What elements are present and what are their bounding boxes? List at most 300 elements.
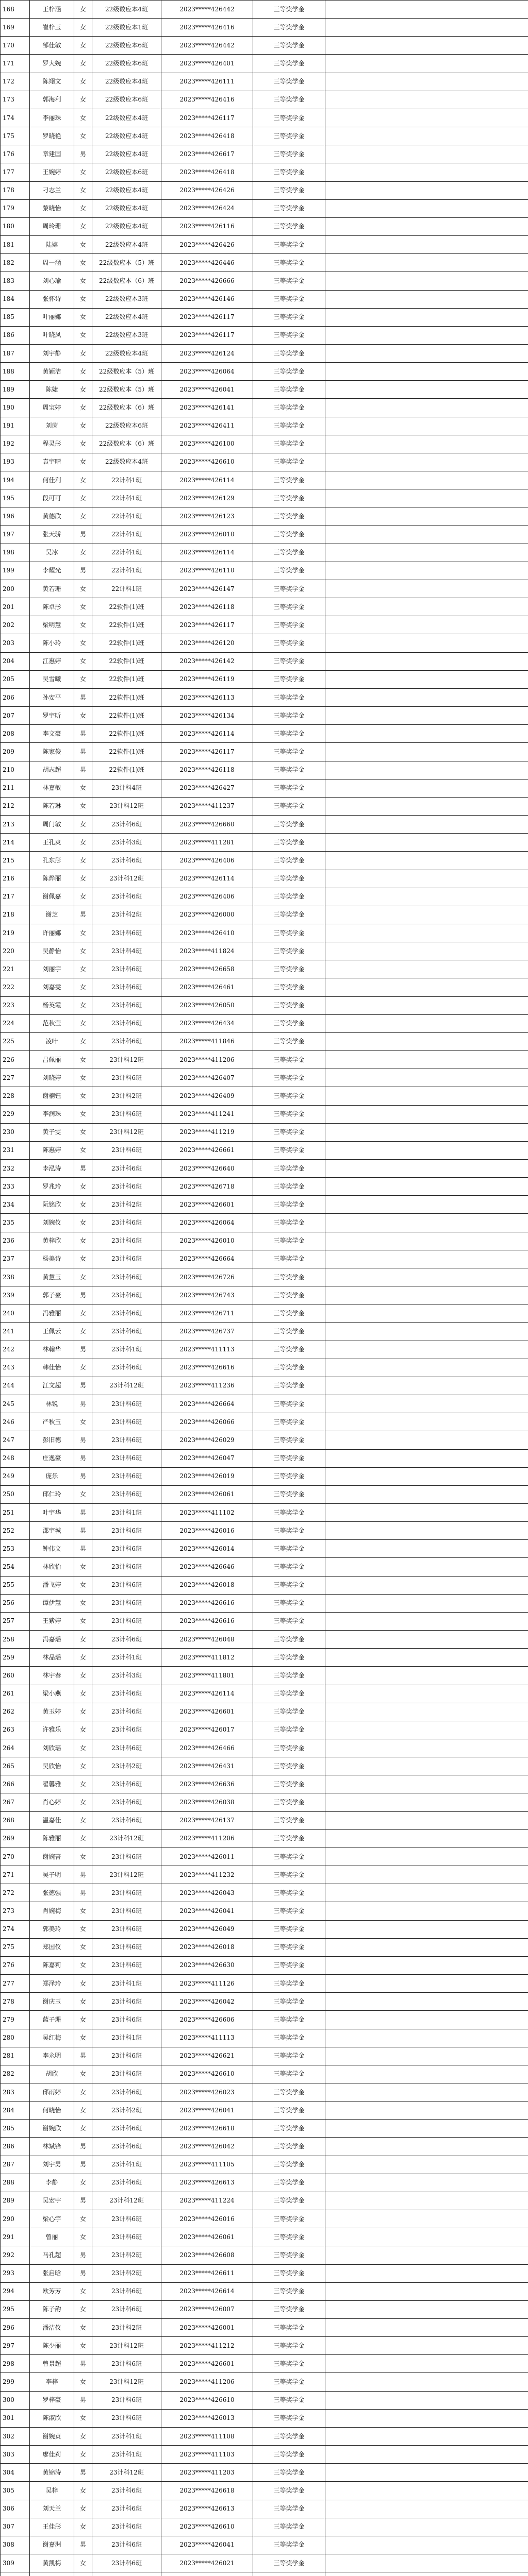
cell-seq: 170 xyxy=(1,37,30,55)
table-row xyxy=(1,1359,528,1377)
cell-note xyxy=(325,670,528,688)
cell-class: 23计科6班 xyxy=(92,1775,161,1793)
cell-class: 23计科6班 xyxy=(92,1014,161,1032)
cell-name: 梁心宇 xyxy=(30,2210,74,2228)
cell-seq: 190 xyxy=(1,399,30,417)
cell-award: 三等奖学金 xyxy=(253,634,325,652)
cell-gender: 女 xyxy=(74,2011,92,2029)
cell-name xyxy=(30,2572,74,2576)
cell-award: 三等奖学金 xyxy=(253,526,325,544)
cell-award: 三等奖学金 xyxy=(253,55,325,73)
cell-note xyxy=(325,2120,528,2138)
cell-class: 23计科6班 xyxy=(92,1558,161,1576)
cell-seq: 292 xyxy=(1,2246,30,2264)
cell-class: 23计科12班 xyxy=(92,1123,161,1141)
table-row xyxy=(1,761,528,779)
cell-gender: 女 xyxy=(74,1631,92,1649)
cell-class: 23计科6班 xyxy=(92,1485,161,1503)
cell-note xyxy=(325,2355,528,2373)
cell-award: 三等奖学金 xyxy=(253,1503,325,1521)
cell-seq: 234 xyxy=(1,1196,30,1214)
cell-student-id: 2023*****426146 xyxy=(161,290,253,308)
cell-seq: 215 xyxy=(1,852,30,870)
cell-student-id: 2023*****426061 xyxy=(161,1485,253,1503)
cell-class: 23计科6班 xyxy=(92,1449,161,1467)
cell-gender: 男 xyxy=(74,2355,92,2373)
cell-seq: 265 xyxy=(1,1757,30,1775)
cell-gender: 男 xyxy=(74,1286,92,1304)
cell-student-id: 2023*****426743 xyxy=(161,1286,253,1304)
cell-note xyxy=(325,1811,528,1829)
cell-seq: 236 xyxy=(1,1232,30,1250)
cell-name: 韩佳怡 xyxy=(30,1359,74,1377)
cell-note xyxy=(325,1250,528,1268)
table-row xyxy=(1,55,528,73)
cell-name: 陈婕 xyxy=(30,381,74,399)
cell-note xyxy=(325,37,528,55)
cell-class: 23计科1班 xyxy=(92,2446,161,2464)
cell-seq: 201 xyxy=(1,598,30,616)
cell-gender: 女 xyxy=(74,290,92,308)
cell-award: 三等奖学金 xyxy=(253,2029,325,2047)
cell-name: 杨美诗 xyxy=(30,1250,74,1268)
table-row xyxy=(1,598,528,616)
cell-gender: 男 xyxy=(74,725,92,743)
cell-student-id: 2023*****426409 xyxy=(161,1087,253,1105)
cell-award: 三等奖学金 xyxy=(253,2156,325,2174)
table-row xyxy=(1,1069,528,1087)
cell-note xyxy=(325,163,528,181)
cell-name: 吴梓 xyxy=(30,2482,74,2500)
cell-note xyxy=(325,1014,528,1032)
cell-gender: 男 xyxy=(74,688,92,706)
table-row xyxy=(1,453,528,471)
cell-note xyxy=(325,272,528,290)
cell-student-id: 2023*****426711 xyxy=(161,1304,253,1323)
cell-gender: 女 xyxy=(74,2029,92,2047)
cell-note xyxy=(325,797,528,815)
cell-student-id: 2023*****426001 xyxy=(161,2319,253,2337)
table-row xyxy=(1,1032,528,1050)
cell-name: 刘天兰 xyxy=(30,2500,74,2518)
cell-award: 三等奖学金 xyxy=(253,199,325,217)
cell-seq: 224 xyxy=(1,1014,30,1032)
cell-note xyxy=(325,1196,528,1214)
table-row xyxy=(1,779,528,797)
cell-student-id: 2023*****426018 xyxy=(161,1576,253,1594)
cell-note xyxy=(325,1993,528,2011)
cell-gender: 女 xyxy=(74,1123,92,1141)
cell-class: 22软件(1)班 xyxy=(92,725,161,743)
cell-student-id: 2023*****426426 xyxy=(161,181,253,199)
table-row xyxy=(1,2300,528,2318)
cell-seq: 186 xyxy=(1,326,30,344)
cell-name: 李文豪 xyxy=(30,725,74,743)
table-row xyxy=(1,2228,528,2246)
cell-name: 李丽珠 xyxy=(30,109,74,127)
cell-class: 23计科2班 xyxy=(92,1757,161,1775)
cell-class: 23计科6班 xyxy=(92,2536,161,2554)
cell-note xyxy=(325,1268,528,1286)
table-row xyxy=(1,1196,528,1214)
cell-note xyxy=(325,1485,528,1503)
cell-award: 三等奖学金 xyxy=(253,761,325,779)
cell-note xyxy=(325,1087,528,1105)
cell-award: 三等奖学金 xyxy=(253,91,325,109)
table-row xyxy=(1,1811,528,1829)
cell-award: 三等奖学金 xyxy=(253,743,325,761)
cell-name: 李耀光 xyxy=(30,562,74,580)
cell-student-id: 2023*****426142 xyxy=(161,652,253,670)
cell-note xyxy=(325,1902,528,1920)
cell-name: 潘飞婷 xyxy=(30,1576,74,1594)
table-row xyxy=(1,978,528,996)
cell-note xyxy=(325,2083,528,2101)
cell-class: 22级数应本4班 xyxy=(92,109,161,127)
table-row xyxy=(1,181,528,199)
table-row xyxy=(1,1413,528,1431)
cell-award: 三等奖学金 xyxy=(253,1341,325,1359)
cell-award: 三等奖学金 xyxy=(253,181,325,199)
table-row xyxy=(1,1612,528,1630)
cell-award: 三等奖学金 xyxy=(253,1685,325,1703)
cell-student-id xyxy=(161,2572,253,2576)
table-row xyxy=(1,1250,528,1268)
cell-note xyxy=(325,580,528,598)
cell-gender: 女 xyxy=(74,1232,92,1250)
cell-name: 蓝子珊 xyxy=(30,2011,74,2029)
cell-name: 陈烨丽 xyxy=(30,870,74,888)
cell-class: 23计科6班 xyxy=(92,1431,161,1449)
cell-seq: 300 xyxy=(1,2391,30,2409)
cell-award: 三等奖学金 xyxy=(253,326,325,344)
cell-class: 22级数应本4班 xyxy=(92,181,161,199)
cell-note xyxy=(325,1105,528,1123)
cell-note xyxy=(325,1214,528,1232)
cell-class: 23计科12班 xyxy=(92,2192,161,2210)
cell-student-id: 2023*****426418 xyxy=(161,163,253,181)
cell-gender: 男 xyxy=(74,2246,92,2264)
cell-seq: 267 xyxy=(1,1793,30,1811)
cell-name: 刘嘉雯 xyxy=(30,978,74,996)
cell-student-id: 2023*****426424 xyxy=(161,199,253,217)
cell-note xyxy=(325,616,528,634)
cell-class: 23计科1班 xyxy=(92,2156,161,2174)
cell-name: 孔东彤 xyxy=(30,852,74,870)
cell-seq: 218 xyxy=(1,906,30,924)
cell-award: 三等奖学金 xyxy=(253,1105,325,1123)
cell-gender: 女 xyxy=(74,2102,92,2120)
cell-student-id: 2023*****426117 xyxy=(161,109,253,127)
table-row xyxy=(1,834,528,852)
cell-class: 22计科1班 xyxy=(92,489,161,507)
cell-award: 三等奖学金 xyxy=(253,2536,325,2554)
cell-gender: 女 xyxy=(74,399,92,417)
cell-seq: 306 xyxy=(1,2500,30,2518)
cell-award: 三等奖学金 xyxy=(253,816,325,834)
cell-name: 陈淑欣 xyxy=(30,2409,74,2427)
cell-student-id: 2023*****426038 xyxy=(161,1793,253,1811)
table-row xyxy=(1,2156,528,2174)
cell-class: 22级数应本6班 xyxy=(92,91,161,109)
cell-gender: 男 xyxy=(74,1884,92,1902)
cell-note xyxy=(325,725,528,743)
table-row xyxy=(1,2409,528,2427)
cell-name: 肖婉梅 xyxy=(30,1902,74,1920)
cell-note xyxy=(325,1540,528,1558)
cell-gender: 女 xyxy=(74,1087,92,1105)
cell-gender: 女 xyxy=(74,1811,92,1829)
cell-gender: 男 xyxy=(74,2138,92,2156)
cell-gender: 男 xyxy=(74,1341,92,1359)
cell-class: 23计科6班 xyxy=(92,1993,161,2011)
cell-gender: 女 xyxy=(74,1051,92,1069)
cell-award: 三等奖学金 xyxy=(253,598,325,616)
cell-name: 冯雅丽 xyxy=(30,1304,74,1323)
cell-note xyxy=(325,2138,528,2156)
cell-class: 23计科6班 xyxy=(92,1721,161,1739)
cell-gender: 男 xyxy=(74,761,92,779)
cell-class: 22级数应本3班 xyxy=(92,290,161,308)
cell-name: 刘欣瑶 xyxy=(30,1739,74,1757)
cell-gender: 女 xyxy=(74,1323,92,1341)
cell-seq: 188 xyxy=(1,363,30,381)
cell-gender: 女 xyxy=(74,1902,92,1920)
cell-name: 郭美玲 xyxy=(30,1920,74,1938)
table-row xyxy=(1,1703,528,1721)
cell-student-id: 2023*****426442 xyxy=(161,37,253,55)
cell-name: 张德强 xyxy=(30,1884,74,1902)
cell-seq: 305 xyxy=(1,2482,30,2500)
cell-award: 三等奖学金 xyxy=(253,417,325,435)
cell-student-id: 2023*****411812 xyxy=(161,1649,253,1667)
cell-award: 三等奖学金 xyxy=(253,435,325,453)
cell-seq: 205 xyxy=(1,670,30,688)
table-row xyxy=(1,2464,528,2482)
cell-note xyxy=(325,1775,528,1793)
cell-seq: 270 xyxy=(1,1848,30,1866)
cell-award: 三等奖学金 xyxy=(253,2011,325,2029)
cell-seq: 252 xyxy=(1,1522,30,1540)
cell-name: 罗晓艳 xyxy=(30,127,74,145)
cell-class xyxy=(92,2572,161,2576)
cell-seq: 264 xyxy=(1,1739,30,1757)
cell-seq: 302 xyxy=(1,2427,30,2445)
cell-gender: 男 xyxy=(74,743,92,761)
cell-note xyxy=(325,888,528,906)
cell-gender: 女 xyxy=(74,852,92,870)
table-row xyxy=(1,544,528,562)
cell-student-id: 2023*****426617 xyxy=(161,145,253,163)
cell-award: 三等奖学金 xyxy=(253,2337,325,2355)
cell-name: 郑国仪 xyxy=(30,1938,74,1956)
table-row xyxy=(1,2355,528,2373)
cell-student-id: 2023*****426610 xyxy=(161,2518,253,2536)
cell-student-id: 2023*****426601 xyxy=(161,1703,253,1721)
cell-student-id: 2023*****426134 xyxy=(161,707,253,725)
cell-class: 23计科6班 xyxy=(92,1522,161,1540)
cell-student-id: 2023*****426117 xyxy=(161,743,253,761)
cell-gender: 女 xyxy=(74,254,92,272)
table-row xyxy=(1,1649,528,1667)
cell-name: 陈雅丽 xyxy=(30,1829,74,1848)
cell-name: 刘茵 xyxy=(30,417,74,435)
cell-gender: 男 xyxy=(74,2391,92,2409)
table-row xyxy=(1,1793,528,1811)
cell-award: 三等奖学金 xyxy=(253,163,325,181)
cell-name: 谢庆玉 xyxy=(30,1993,74,2011)
cell-note xyxy=(325,217,528,235)
table-row xyxy=(1,127,528,145)
cell-name: 曾景超 xyxy=(30,2355,74,2373)
cell-class: 23计科6班 xyxy=(92,852,161,870)
cell-seq: 299 xyxy=(1,2373,30,2391)
cell-gender: 女 xyxy=(74,2409,92,2427)
cell-seq: 286 xyxy=(1,2138,30,2156)
cell-class: 22级数应本（6）班 xyxy=(92,272,161,290)
cell-student-id: 2023*****426461 xyxy=(161,978,253,996)
cell-award: 三等奖学金 xyxy=(253,1232,325,1250)
cell-award: 三等奖学金 xyxy=(253,2300,325,2318)
table-row xyxy=(1,272,528,290)
cell-seq: 257 xyxy=(1,1612,30,1630)
cell-name: 胡志超 xyxy=(30,761,74,779)
cell-name: 马孔超 xyxy=(30,2246,74,2264)
cell-note xyxy=(325,1467,528,1485)
cell-gender: 女 xyxy=(74,1196,92,1214)
cell-note xyxy=(325,942,528,960)
cell-award: 三等奖学金 xyxy=(253,2138,325,2156)
cell-class: 22级数应本4班 xyxy=(92,145,161,163)
cell-note xyxy=(325,73,528,91)
cell-gender: 女 xyxy=(74,1685,92,1703)
table-row xyxy=(1,1920,528,1938)
cell-seq: 303 xyxy=(1,2446,30,2464)
cell-student-id: 2023*****426636 xyxy=(161,1775,253,1793)
cell-gender: 女 xyxy=(74,1956,92,1974)
table-row xyxy=(1,1214,528,1232)
cell-note xyxy=(325,1739,528,1757)
cell-class: 23计科6班 xyxy=(92,960,161,978)
cell-gender: 女 xyxy=(74,2482,92,2500)
cell-name: 袁宇晴 xyxy=(30,453,74,471)
table-row xyxy=(1,471,528,489)
cell-award: 三等奖学金 xyxy=(253,1087,325,1105)
cell-seq: 230 xyxy=(1,1123,30,1141)
cell-gender: 女 xyxy=(74,91,92,109)
table-row xyxy=(1,1123,528,1141)
cell-gender: 女 xyxy=(74,2083,92,2101)
table-row xyxy=(1,725,528,743)
cell-award: 三等奖学金 xyxy=(253,1250,325,1268)
cell-award: 三等奖学金 xyxy=(253,888,325,906)
cell-seq: 213 xyxy=(1,816,30,834)
cell-gender: 女 xyxy=(74,924,92,942)
cell-award: 三等奖学金 xyxy=(253,1467,325,1485)
cell-student-id: 2023*****426141 xyxy=(161,399,253,417)
cell-name: 崔梓玉 xyxy=(30,19,74,37)
table-row xyxy=(1,1975,528,1993)
cell-class: 23计科6班 xyxy=(92,1286,161,1304)
cell-award: 三等奖学金 xyxy=(253,73,325,91)
cell-student-id: 2023*****426614 xyxy=(161,2282,253,2300)
cell-note xyxy=(325,2174,528,2192)
table-row xyxy=(1,852,528,870)
cell-student-id: 2023*****426664 xyxy=(161,1250,253,1268)
table-row xyxy=(1,308,528,326)
cell-note xyxy=(325,1341,528,1359)
cell-class: 23计科6班 xyxy=(92,2554,161,2572)
cell-student-id: 2023*****426120 xyxy=(161,634,253,652)
cell-note xyxy=(325,127,528,145)
cell-class: 23计科6班 xyxy=(92,1395,161,1413)
cell-note xyxy=(325,19,528,37)
table-row xyxy=(1,2120,528,2138)
table-row xyxy=(1,942,528,960)
cell-gender: 女 xyxy=(74,2554,92,2572)
cell-award: 三等奖学金 xyxy=(253,1196,325,1214)
cell-class: 22级数应本4班 xyxy=(92,1,161,19)
cell-class: 23计科12班 xyxy=(92,1377,161,1395)
table-row xyxy=(1,236,528,254)
cell-gender: 女 xyxy=(74,1920,92,1938)
cell-class: 23计科3班 xyxy=(92,1667,161,1685)
cell-seq: 211 xyxy=(1,779,30,797)
cell-class: 22计科1班 xyxy=(92,471,161,489)
cell-name: 张天骄 xyxy=(30,526,74,544)
cell-award: 三等奖学金 xyxy=(253,2047,325,2065)
cell-note xyxy=(325,308,528,326)
cell-seq: 285 xyxy=(1,2120,30,2138)
cell-seq: 225 xyxy=(1,1032,30,1050)
cell-note xyxy=(325,1141,528,1159)
cell-note xyxy=(325,1359,528,1377)
cell-name: 黎晓怡 xyxy=(30,199,74,217)
cell-seq: 277 xyxy=(1,1975,30,1993)
cell-name: 王婉婷 xyxy=(30,163,74,181)
cell-name: 吴宏宇 xyxy=(30,2192,74,2210)
cell-seq: 207 xyxy=(1,707,30,725)
cell-class: 22计科1班 xyxy=(92,507,161,526)
cell-gender: 女 xyxy=(74,217,92,235)
cell-seq: 219 xyxy=(1,924,30,942)
cell-note xyxy=(325,634,528,652)
cell-name: 严秋玉 xyxy=(30,1413,74,1431)
cell-seq: 184 xyxy=(1,290,30,308)
table-row xyxy=(1,73,528,91)
cell-note xyxy=(325,2319,528,2337)
cell-student-id: 2023*****426114 xyxy=(161,471,253,489)
cell-name: 周门敏 xyxy=(30,816,74,834)
table-row xyxy=(1,1902,528,1920)
table-row xyxy=(1,290,528,308)
cell-name: 刘丽宇 xyxy=(30,960,74,978)
cell-name: 黄梓欣 xyxy=(30,1232,74,1250)
cell-note xyxy=(325,2464,528,2482)
cell-award: 三等奖学金 xyxy=(253,471,325,489)
cell-award: 三等奖学金 xyxy=(253,308,325,326)
cell-gender: 女 xyxy=(74,2337,92,2355)
cell-seq: 178 xyxy=(1,181,30,199)
table-row xyxy=(1,1105,528,1123)
cell-name: 刘婉仪 xyxy=(30,1214,74,1232)
cell-award: 三等奖学金 xyxy=(253,2355,325,2373)
cell-seq: 309 xyxy=(1,2554,30,2572)
cell-name: 郭海利 xyxy=(30,91,74,109)
cell-award: 三等奖学金 xyxy=(253,725,325,743)
cell-award: 三等奖学金 xyxy=(253,19,325,37)
cell-seq: 268 xyxy=(1,1811,30,1829)
